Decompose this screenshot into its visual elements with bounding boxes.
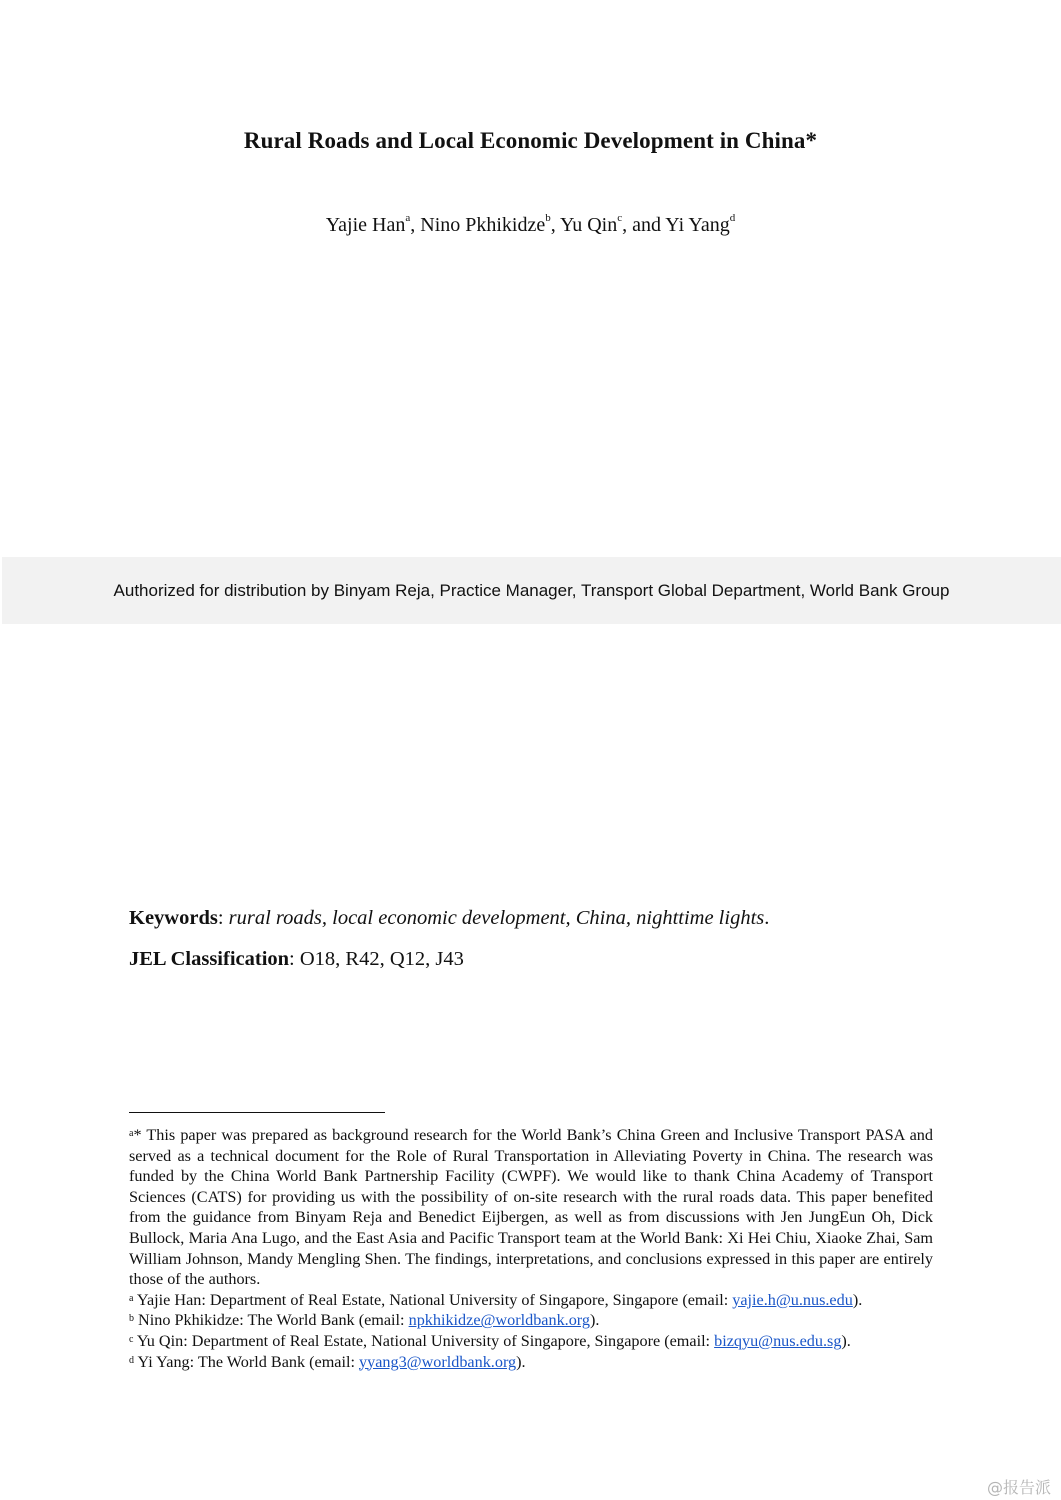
- author-mark: c: [617, 212, 623, 224]
- acknowledgement-text: * This paper was prepared as background research for the World Bank’s China Green and Inclusive Transport PASA and served as a technical document for the Role of Rural Transportation in Alleviating Poverty in China. The research was funded by the China World Bank Partnership Facility (CWPF). We would like to thank China Academy of Transport Sciences (CATS) for providing us with the possibility of on-site research with the rural roads data. This paper benefited from the guidance from Binyam Reja and Benedict Eijbergen, as well as from discussions with Jen JungEun Oh, Dick Bullock, Maria Ana Lugo, and the East Asia and Pacific Transport team at the World Bank: Xi Hei Chiu, Xiaoke Zhai, Sam William Johnson, Mandy Mengling Shen. The findings, interpretations, and conclusions expressed in this paper are entirely those of the authors.: [129, 1126, 933, 1289]
- footnote-divider: [129, 1112, 385, 1113]
- keywords-line: Keywords: rural roads, local economic development, China, nighttime lights.: [129, 907, 770, 929]
- affiliation-footnote: [129, 1331, 933, 1352]
- affiliation-footnote: [129, 1310, 933, 1331]
- jel-label: JEL Classification: [129, 948, 290, 970]
- affiliation-footnote: [129, 1352, 933, 1373]
- affiliation-text: Nino Pkhikidze: The World Bank (email:: [134, 1311, 409, 1330]
- author-name: Yajie Han: [325, 214, 406, 236]
- paper-title: Rural Roads and Local Economic Development in China*: [243, 128, 818, 153]
- keywords-values: rural roads, local economic development, China, nighttime lights: [228, 907, 765, 929]
- affiliation-text: Yi Yang: The World Bank (email:: [134, 1352, 360, 1371]
- author-mark: a: [405, 212, 411, 224]
- footnotes: [129, 1125, 933, 1372]
- email-link[interactable]: yajie.h@u.nus.edu: [732, 1290, 853, 1309]
- jel-values: O18, R42, Q12, J43: [299, 948, 464, 970]
- author-separator: ,: [410, 214, 421, 236]
- author-mark: b: [545, 212, 551, 224]
- email-link[interactable]: bizqyu@nus.edu.sg: [714, 1331, 842, 1350]
- email-link[interactable]: yyang3@worldbank.org: [359, 1352, 517, 1371]
- author-list: [0, 214, 1061, 237]
- author-mark: d: [729, 212, 736, 224]
- authorization-banner: [2, 557, 1061, 624]
- keywords-end: .: [764, 907, 770, 929]
- email-link[interactable]: npkhikidze@worldbank.org: [408, 1311, 590, 1330]
- author-name: Nino Pkhikidze: [420, 214, 546, 236]
- watermark: @报告派: [986, 1478, 1051, 1497]
- affiliation-end: ).: [516, 1352, 526, 1371]
- author-name: Yi Yang: [665, 214, 730, 236]
- author-name: Yu Qin: [560, 214, 618, 236]
- footnote-mark: d: [129, 1354, 134, 1366]
- footnote-mark: c: [129, 1333, 134, 1345]
- affiliation-end: ).: [852, 1290, 863, 1309]
- keywords-label: Keywords: [129, 907, 218, 929]
- affiliation-end: ).: [841, 1331, 851, 1350]
- affiliation-end: ).: [590, 1311, 600, 1330]
- jel-line: JEL Classification: O18, R42, Q12, J43: [129, 948, 464, 970]
- affiliation-text: Yajie Han: Department of Real Estate, National University of Singapore, Singapore (email:: [133, 1290, 733, 1309]
- author-separator: ,: [550, 214, 561, 236]
- affiliation-footnote: [129, 1290, 933, 1311]
- authorization-text: Authorized for distribution by Binyam Reja, Practice Manager, Transport Global Department, World Bank Group: [113, 581, 950, 600]
- footnote-mark: a: [129, 1128, 134, 1139]
- acknowledgement-footnote: [129, 1125, 933, 1290]
- footnote-mark: b: [129, 1313, 134, 1325]
- author-separator: , and: [622, 214, 666, 236]
- affiliation-text: Yu Qin: Department of Real Estate, National University of Singapore, Singapore (email:: [133, 1331, 715, 1350]
- footnote-mark: a: [129, 1292, 134, 1304]
